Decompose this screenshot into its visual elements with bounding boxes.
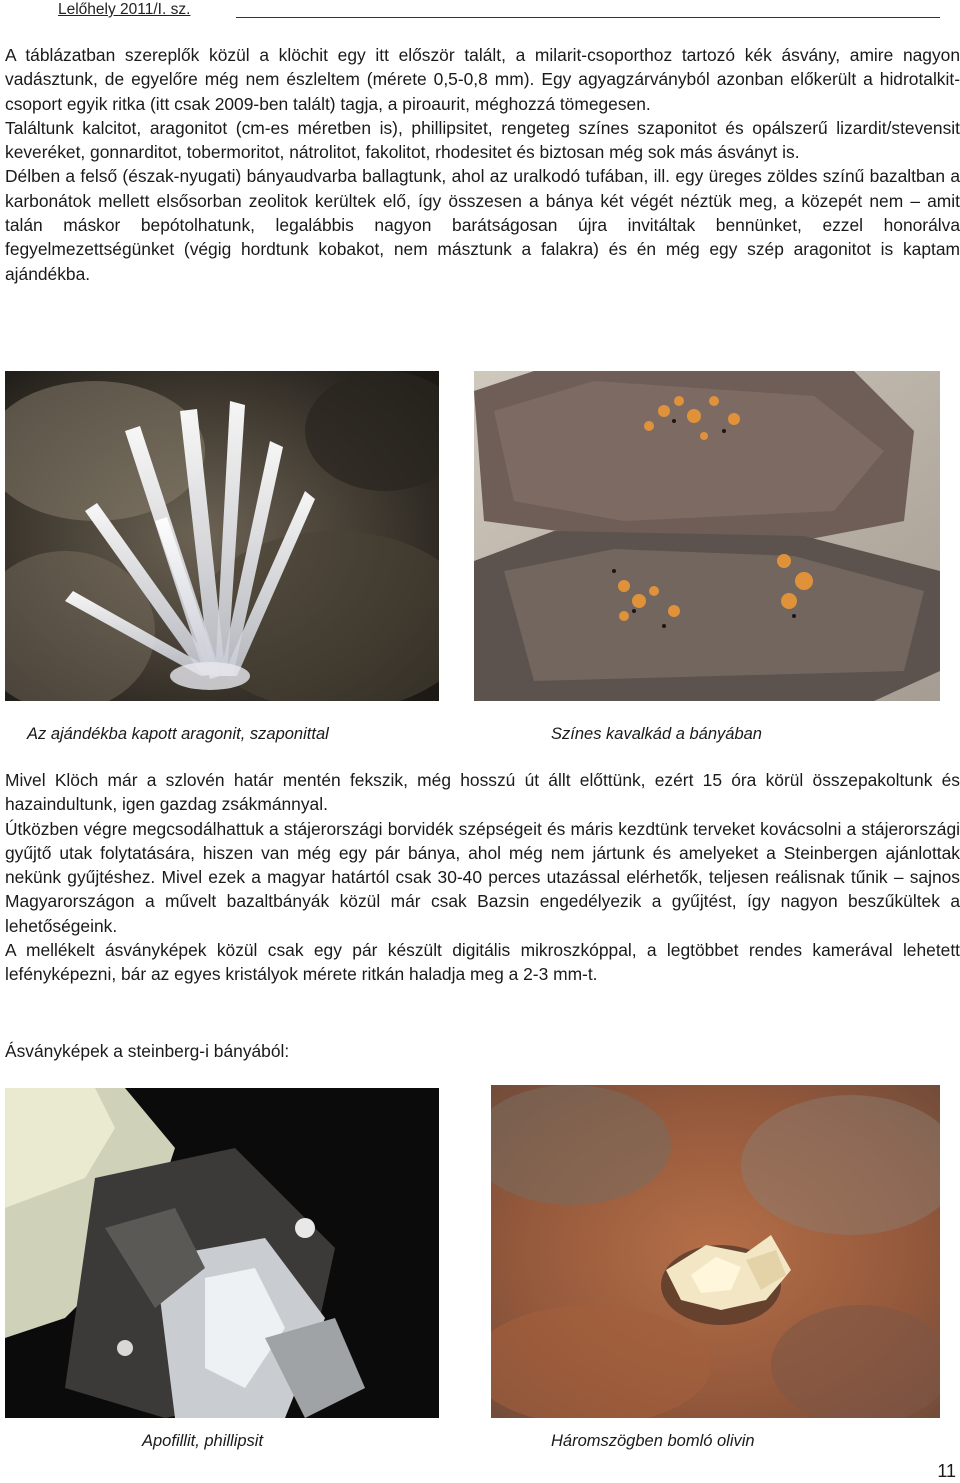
paragraph-5: Útközben végre megcsodálhattuk a stájerországi borvidék szépségeit és máris kezdtünk terveket kovácsolni a stájerországi gyűjtő utak folytatására, hiszen van még egy pár bánya, ahol még nem jártunk és amelyeket a Steinbergen ajánlottak nekünk gyűjtéshez. Mivel ezek a magyar határtól csak 30-40 perces utazással elérhetők, teljesen reálisnak tűnik – sajnos Magyarországon a művelt bazaltbányák közül már csak Bazsin engedélyezik a gyűjtést, így nagyon beszűkültek a lehetőségeink. (5, 818, 960, 936)
photo-olivine (491, 1085, 940, 1418)
caption-photo-2: Színes kavalkád a bányában (551, 725, 762, 743)
photo-apophyllite (5, 1088, 439, 1418)
paragraph-6: A mellékelt ásványképek közül csak egy pár készült digitális mikroszkóppal, a legtöbbet rendes kamerával lehetett lefényképezni, bár az egyes kristályok mérete ritkán haladja meg a 2-3 mm-t. (5, 940, 960, 985)
gallery-subheading: Ásványképek a steinberg-i bányából: (5, 1041, 290, 1061)
photo-colorful-rocks (474, 371, 940, 701)
caption-photo-3: Apofillit, phillipsit (142, 1432, 264, 1450)
paragraph-4: Mivel Klöch már a szlovén határ mentén fekszik, még hosszú út állt előttünk, ezért 15 óra körül összepakoltunk és hazaindultunk, igen gazdag zsákmánnyal. (5, 770, 960, 815)
caption-photo-4: Háromszögben bomló olivin (551, 1432, 755, 1450)
body-text-top (5, 43, 960, 286)
body-text-middle (5, 768, 960, 987)
photo-aragonite (5, 371, 439, 701)
caption-photo-1: Az ajándékba kapott aragonit, szaponittal (27, 725, 329, 743)
paragraph-1: A táblázatban szereplők közül a klöchit egy itt először talált, a milarit-csoporthoz tartozó kék ásvány, amire nagyon vadásztunk, de egyelőre még nem észleltem (mérete 0,5-0,8 mm). Egy agyagzárványból azonban előkerült a hidrotalkit-csoport egyik ritka (itt csak 2009-ben talált) tagja, a piroaurit, méghozzá tömegesen. (5, 45, 960, 114)
paragraph-3: Délben a felső (észak-nyugati) bányaudvarba ballagtunk, ahol az uralkodó tufában, ill. egy üreges zöldes színű bazaltban a karbonátok mellett elsősorban zeolitok kerültek elő, így összesen a bánya két végét néztük meg, a közepét nem – amit talán máskor bepótolhatunk, legalábbis nagyon barátságosan újra invitáltak bennünket, ezzel honorálva fegyelmezettségünket (végig hordtunk kobakot, nem másztunk a falakra) és én még egy szép aragonitot is kaptam ajándékba. (5, 166, 960, 284)
paragraph-2: Találtunk kalcitot, aragonitot (cm-es méretben is), phillipsitet, rengeteg színes szaponitot és opálszerű lizardit/stevensit keveréket, gonnarditot, tobermoritot, nátrolitot, fakolitot, rhodesitet és biztosan még sok más ásványt is. (5, 117, 960, 163)
header-rule (236, 17, 940, 18)
running-header: Lelőhely 2011/I. sz. (58, 1, 191, 18)
page-number: 11 (937, 1461, 956, 1481)
